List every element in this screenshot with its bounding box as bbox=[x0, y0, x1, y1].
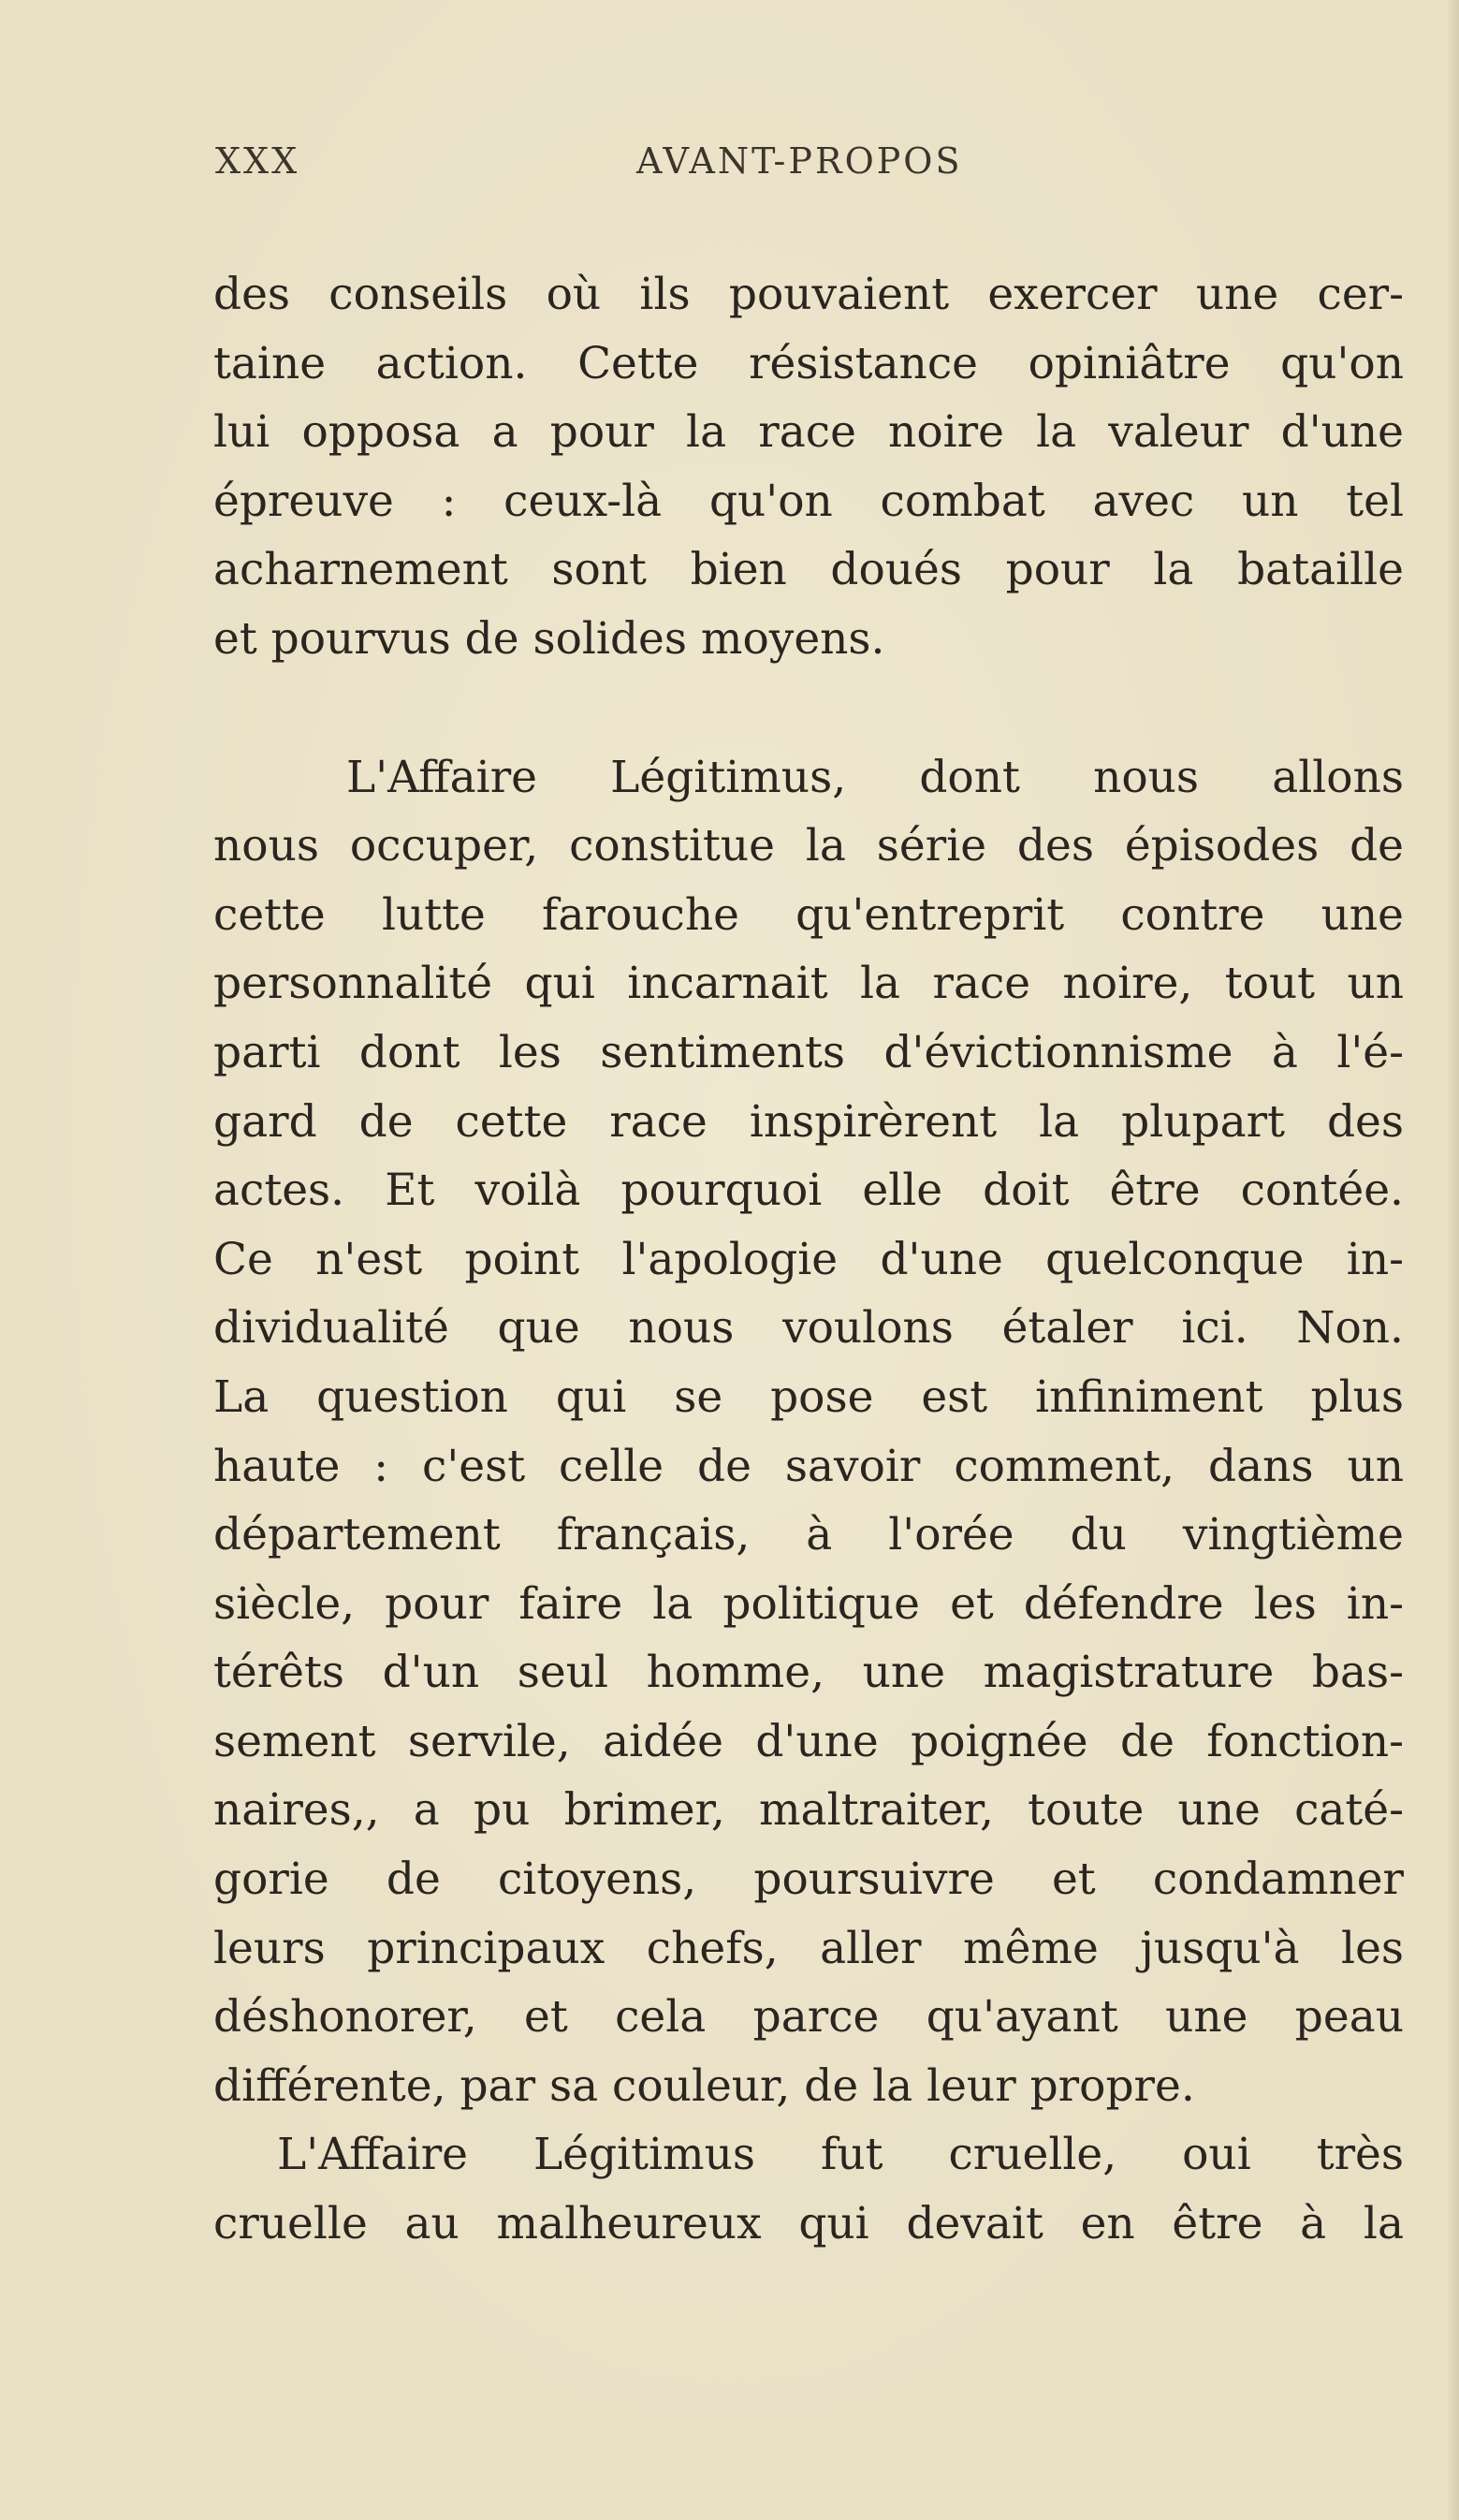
text-line: térêts d'un seul homme, une magistrature bas- bbox=[213, 1647, 1404, 1699]
text-line: lui opposa a pour la race noire la valeur d'une bbox=[213, 406, 1404, 459]
text-line: gard de cette race inspirèrent la plupart des bbox=[213, 1095, 1404, 1148]
running-head bbox=[215, 140, 1404, 187]
body-text bbox=[213, 260, 1404, 2259]
text-line: gorie de citoyens, poursuivre et condamner bbox=[213, 1853, 1404, 1906]
text-line: acharnement sont bien doués pour la bataille bbox=[213, 544, 1404, 596]
text-line: Ce n'est point l'apologie d'une quelconque in- bbox=[213, 1233, 1404, 1285]
paragraph-1 bbox=[213, 260, 1404, 674]
page-number: XXX bbox=[215, 140, 300, 182]
text-line: cette lutte farouche qu'entreprit contre une bbox=[213, 888, 1404, 941]
text-line: haute : c'est celle de savoir comment, dans un bbox=[213, 1440, 1404, 1492]
text-line: personnalité qui incarnait la race noire, tout un bbox=[213, 958, 1404, 1010]
paragraph-gap bbox=[213, 674, 1404, 743]
text-line: L'Affaire Légitimus, dont nous allons bbox=[346, 751, 1404, 803]
text-line: cruelle au malheureux qui devait en être à la bbox=[213, 2198, 1404, 2250]
text-line: épreuve : ceux-là qu'on combat avec un tel bbox=[213, 475, 1404, 527]
running-title: AVANT-PROPOS bbox=[636, 140, 963, 182]
text-line: actes. Et voilà pourquoi elle doit être contée. bbox=[213, 1165, 1404, 1217]
text-line: sement servile, aidée d'une poignée de fonction- bbox=[213, 1715, 1404, 1767]
text-line: différente, par sa couleur, de la leur propre. bbox=[213, 2059, 1195, 2112]
text-line: département français, à l'orée du vingtième bbox=[213, 1509, 1404, 1561]
text-line: des conseils où ils pouvaient exercer une cer- bbox=[213, 269, 1404, 320]
text-line: leurs principaux chefs, aller même jusqu'à les bbox=[213, 1922, 1404, 1974]
text-line: dividualité que nous voulons étaler ici. Non. bbox=[213, 1302, 1404, 1355]
text-line: déshonorer, et cela parce qu'ayant une peau bbox=[213, 1991, 1404, 2044]
text-line: L'Affaire Légitimus fut cruelle, oui très bbox=[277, 2129, 1404, 2181]
text-line: parti dont les sentiments d'évictionnisme à l'é- bbox=[213, 1026, 1404, 1078]
text-line: La question qui se pose est infiniment plus bbox=[213, 1370, 1404, 1423]
text-line: et pourvus de solides moyens. bbox=[213, 612, 885, 665]
paragraph-2 bbox=[213, 743, 1404, 2121]
text-line: nous occuper, constitue la série des épisodes de bbox=[213, 820, 1404, 872]
text-line: taine action. Cette résistance opiniâtre qu'on bbox=[213, 337, 1404, 389]
text-line: siècle, pour faire la politique et défendre les in- bbox=[213, 1577, 1404, 1630]
text-line: naires,, a pu brimer, maltraiter, toute une caté- bbox=[213, 1784, 1404, 1837]
paragraph-3 bbox=[213, 2120, 1404, 2258]
